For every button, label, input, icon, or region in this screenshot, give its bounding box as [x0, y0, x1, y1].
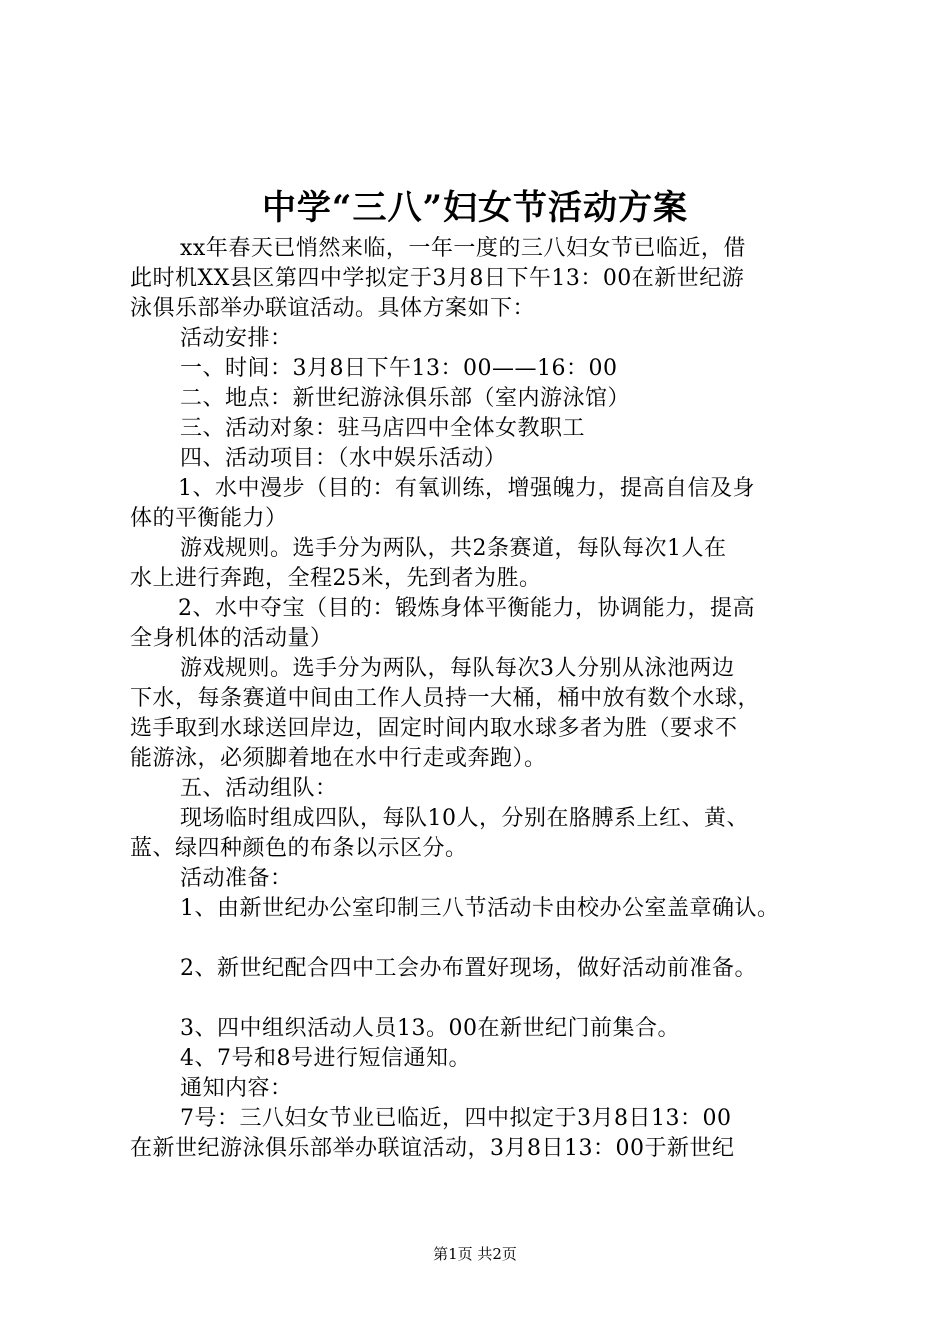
paragraph-line: 游戏规则。选手分为两队，每队每次3人分别从泳池两边 — [180, 656, 735, 681]
paragraph-line: 此时机XX县区第四中学拟定于3月8日下午13：00在新世纪游 — [130, 266, 745, 291]
paragraph-line: 全身机体的活动量） — [130, 626, 333, 651]
section-heading: 活动准备： — [180, 866, 293, 891]
paragraph-line: 蓝、绿四种颜色的布条以示区分。 — [130, 836, 468, 861]
blank-line — [130, 984, 850, 1014]
paragraph-line: 能游泳，必须脚着地在水中行走或奔跑）。 — [130, 746, 547, 771]
paragraph-line: 泳俱乐部举办联谊活动。具体方案如下： — [130, 296, 536, 321]
paragraph-line: xx年春天已悄然来临，一年一度的三八妇女节已临近，借 — [180, 236, 746, 261]
paragraph-line: 1、由新世纪办公室印制三八节活动卡由校办公室盖章确认。 — [180, 896, 780, 921]
section-heading: 活动安排： — [180, 326, 293, 351]
section-heading: 五、活动组队： — [180, 776, 338, 801]
paragraph-line: 2、水中夺宝（目的：锻炼身体平衡能力，协调能力，提高 — [178, 596, 755, 621]
blank-line — [130, 924, 850, 954]
paragraph-line: 水上进行奔跑，全程25米，先到者为胜。 — [130, 566, 542, 591]
document-body — [130, 234, 850, 1164]
paragraph-line: 体的平衡能力） — [130, 506, 288, 531]
page-number-footer: 第1页 共2页 — [433, 1245, 517, 1263]
paragraph-line: 下水，每条赛道中间由工作人员持一大桶，桶中放有数个水球， — [130, 686, 761, 711]
paragraph-line: 三、活动对象：驻马店四中全体女教职工 — [180, 416, 586, 441]
paragraph-line: 7号：三八妇女节业已临近，四中拟定于3月8日13：00 — [180, 1106, 732, 1131]
paragraph-line: 游戏规则。选手分为两队，共2条赛道，每队每次1人在 — [180, 536, 727, 561]
section-heading: 通知内容： — [180, 1076, 293, 1101]
paragraph-line: 二、地点：新世纪游泳俱乐部（室内游泳馆） — [180, 386, 631, 411]
paragraph-line: 4、7号和8号进行短信通知。 — [180, 1046, 471, 1071]
paragraph-line: 在新世纪游泳俱乐部举办联谊活动，3月8日13：00于新世纪 — [130, 1136, 735, 1161]
paragraph-line: 3、四中组织活动人员13。00在新世纪门前集合。 — [180, 1016, 680, 1041]
paragraph-line: 一、时间：3月8日下午13：00——16：00 — [180, 356, 618, 381]
paragraph-line: 1、水中漫步（目的：有氧训练，增强魄力，提高自信及身 — [178, 476, 755, 501]
paragraph-line: 选手取到水球送回岸边，固定时间内取水球多者为胜（要求不 — [130, 716, 738, 741]
paragraph-line: 现场临时组成四队，每队10人，分别在胳膊系上红、黄、 — [180, 806, 749, 831]
paragraph-line: 2、新世纪配合四中工会办布置好现场，做好活动前准备。 — [180, 956, 757, 981]
paragraph-line: 四、活动项目：（水中娱乐活动） — [180, 446, 507, 471]
document-title: 中学“三八”妇女节活动方案 — [261, 188, 689, 228]
